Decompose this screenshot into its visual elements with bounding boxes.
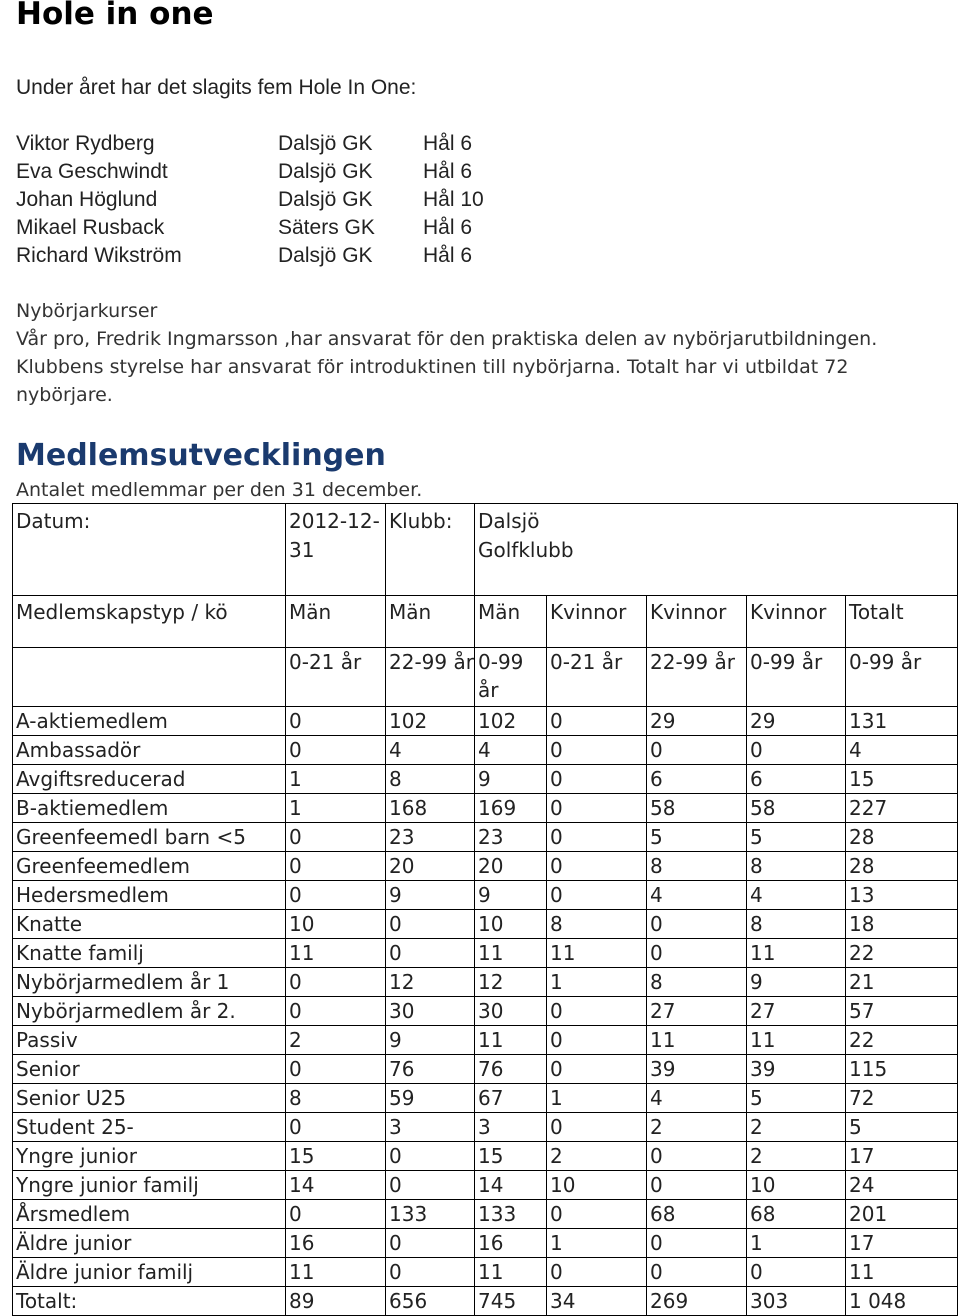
column-header: Totalt bbox=[846, 596, 958, 648]
table-cell: 17 bbox=[846, 1229, 958, 1258]
table-cell: 1 048 bbox=[846, 1287, 958, 1316]
table-cell: 0 bbox=[286, 997, 386, 1026]
table-cell: 169 bbox=[475, 794, 547, 823]
table-cell: 11 bbox=[747, 939, 846, 968]
table-row bbox=[13, 736, 958, 765]
table-cell: Knatte bbox=[13, 910, 286, 939]
table-cell: 0 bbox=[647, 1229, 747, 1258]
table-cell: Nybörjarmedlem år 1 bbox=[13, 968, 286, 997]
table-row bbox=[13, 1084, 958, 1113]
table-cell: 6 bbox=[647, 765, 747, 794]
table-cell: 0 bbox=[547, 794, 647, 823]
table-cell: 22 bbox=[846, 939, 958, 968]
table-row bbox=[13, 794, 958, 823]
column-header: Kvinnor bbox=[747, 596, 846, 648]
table-cell: 12 bbox=[475, 968, 547, 997]
age-group-header: 0-99 år bbox=[846, 648, 958, 707]
table-cell: 22 bbox=[846, 1026, 958, 1055]
table-cell: 29 bbox=[647, 707, 747, 736]
membership-meta-row bbox=[13, 504, 958, 596]
table-cell: 0 bbox=[647, 1142, 747, 1171]
table-cell: 0 bbox=[547, 707, 647, 736]
player-name: Viktor Rydberg bbox=[16, 132, 155, 155]
table-row bbox=[13, 881, 958, 910]
table-cell: Greenfeemedlem bbox=[13, 852, 286, 881]
table-cell: 58 bbox=[647, 794, 747, 823]
table-cell: 656 bbox=[386, 1287, 475, 1316]
table-cell: Totalt: bbox=[13, 1287, 286, 1316]
table-cell: 0 bbox=[547, 1055, 647, 1084]
table-cell: 18 bbox=[846, 910, 958, 939]
membership-header-row bbox=[13, 596, 958, 648]
table-cell: 0 bbox=[386, 1258, 475, 1287]
table-cell: 8 bbox=[747, 852, 846, 881]
table-cell: 5 bbox=[846, 1113, 958, 1142]
table-cell: 0 bbox=[386, 1171, 475, 1200]
table-row bbox=[13, 707, 958, 736]
table-cell: 0 bbox=[647, 1171, 747, 1200]
hole-number: Hål 10 bbox=[423, 188, 484, 211]
table-cell: 2 bbox=[286, 1026, 386, 1055]
table-row bbox=[13, 997, 958, 1026]
table-cell: Årsmedlem bbox=[13, 1200, 286, 1229]
table-cell: 0 bbox=[547, 852, 647, 881]
table-cell: Senior U25 bbox=[13, 1084, 286, 1113]
table-cell: 0 bbox=[386, 1142, 475, 1171]
date-label: Datum: bbox=[13, 504, 286, 596]
table-cell: 14 bbox=[475, 1171, 547, 1200]
table-cell: 1 bbox=[547, 1229, 647, 1258]
table-cell: 227 bbox=[846, 794, 958, 823]
column-header: Medlemskapstyp / kö bbox=[13, 596, 286, 648]
table-cell: 0 bbox=[386, 1229, 475, 1258]
table-cell: 0 bbox=[286, 707, 386, 736]
table-row bbox=[13, 765, 958, 794]
table-cell: Äldre junior familj bbox=[13, 1258, 286, 1287]
player-name: Richard Wikström bbox=[16, 244, 182, 267]
table-cell: 1 bbox=[286, 765, 386, 794]
table-cell: Passiv bbox=[13, 1026, 286, 1055]
table-cell: 303 bbox=[747, 1287, 846, 1316]
age-group-header: 0-21 år bbox=[547, 648, 647, 707]
table-cell: 0 bbox=[286, 1200, 386, 1229]
table-cell: 4 bbox=[386, 736, 475, 765]
table-cell: Yngre junior familj bbox=[13, 1171, 286, 1200]
table-cell: Nybörjarmedlem år 2. bbox=[13, 997, 286, 1026]
table-row bbox=[13, 823, 958, 852]
table-cell: 5 bbox=[747, 823, 846, 852]
table-cell: 168 bbox=[386, 794, 475, 823]
table-cell: Knatte familj bbox=[13, 939, 286, 968]
age-group-header: 0-99 år bbox=[475, 648, 547, 707]
table-row bbox=[13, 1287, 958, 1316]
table-cell: 58 bbox=[747, 794, 846, 823]
table-cell: 39 bbox=[747, 1055, 846, 1084]
table-cell: 133 bbox=[475, 1200, 547, 1229]
club-label: Klubb: bbox=[386, 504, 475, 596]
table-cell: 8 bbox=[647, 852, 747, 881]
table-cell: 11 bbox=[286, 1258, 386, 1287]
table-row bbox=[13, 1026, 958, 1055]
table-cell: 11 bbox=[475, 1258, 547, 1287]
table-cell: A-aktiemedlem bbox=[13, 707, 286, 736]
table-cell: 0 bbox=[286, 881, 386, 910]
club-name: Dalsjö GK bbox=[278, 188, 373, 211]
page-title: Hole in one bbox=[16, 0, 214, 32]
table-cell: 1 bbox=[547, 968, 647, 997]
table-cell: 1 bbox=[547, 1084, 647, 1113]
table-cell: 0 bbox=[547, 1200, 647, 1229]
age-group-header bbox=[13, 648, 286, 707]
beginners-text: Vår pro, Fredrik Ingmarsson ,har ansvarat för den praktiska delen av nybörjarutbildningen. Klubbens styrelse har ansvarat för introduktinen till nybörjarna. Totalt har vi utbildat 72 nybörjare. bbox=[16, 328, 878, 406]
table-cell: 27 bbox=[647, 997, 747, 1026]
hole-number: Hål 6 bbox=[423, 160, 473, 183]
table-cell: 12 bbox=[386, 968, 475, 997]
table-cell: 21 bbox=[846, 968, 958, 997]
table-cell: 20 bbox=[386, 852, 475, 881]
table-cell: 11 bbox=[647, 1026, 747, 1055]
table-cell: 131 bbox=[846, 707, 958, 736]
table-cell: 102 bbox=[386, 707, 475, 736]
table-cell: 8 bbox=[647, 968, 747, 997]
table-cell: 0 bbox=[547, 736, 647, 765]
table-cell: 16 bbox=[286, 1229, 386, 1258]
table-cell: 28 bbox=[846, 823, 958, 852]
hole-number: Hål 6 bbox=[423, 244, 473, 267]
table-row bbox=[13, 968, 958, 997]
table-cell: 4 bbox=[647, 881, 747, 910]
table-cell: 29 bbox=[747, 707, 846, 736]
table-cell: 8 bbox=[286, 1084, 386, 1113]
column-header: Kvinnor bbox=[547, 596, 647, 648]
table-row bbox=[13, 1171, 958, 1200]
table-cell: 2 bbox=[547, 1142, 647, 1171]
club-value-text: Dalsjö Golfklubb bbox=[478, 509, 574, 562]
table-cell: 0 bbox=[547, 881, 647, 910]
table-cell: 10 bbox=[475, 910, 547, 939]
table-cell: 11 bbox=[846, 1258, 958, 1287]
table-row bbox=[13, 1142, 958, 1171]
player-name: Mikael Rusback bbox=[16, 216, 165, 239]
table-cell: 0 bbox=[647, 939, 747, 968]
age-group-header: 22-99 år bbox=[386, 648, 475, 707]
table-cell: 0 bbox=[547, 1113, 647, 1142]
table-cell: 23 bbox=[475, 823, 547, 852]
table-cell: 14 bbox=[286, 1171, 386, 1200]
table-cell: 0 bbox=[286, 1113, 386, 1142]
table-cell: 133 bbox=[386, 1200, 475, 1229]
table-row bbox=[13, 1229, 958, 1258]
table-cell: Avgiftsreducerad bbox=[13, 765, 286, 794]
column-header: Män bbox=[475, 596, 547, 648]
table-row bbox=[13, 939, 958, 968]
table-cell: 20 bbox=[475, 852, 547, 881]
table-cell: 0 bbox=[286, 852, 386, 881]
column-header: Män bbox=[386, 596, 475, 648]
table-cell: Student 25- bbox=[13, 1113, 286, 1142]
table-cell: 4 bbox=[475, 736, 547, 765]
table-cell: Yngre junior bbox=[13, 1142, 286, 1171]
table-cell: 3 bbox=[386, 1113, 475, 1142]
table-cell: 67 bbox=[475, 1084, 547, 1113]
table-cell: 9 bbox=[386, 1026, 475, 1055]
player-name: Eva Geschwindt bbox=[16, 160, 168, 183]
table-row bbox=[13, 852, 958, 881]
table-cell: 9 bbox=[386, 881, 475, 910]
age-group-header: 22-99 år bbox=[647, 648, 747, 707]
table-cell: 2 bbox=[747, 1113, 846, 1142]
table-cell: Äldre junior bbox=[13, 1229, 286, 1258]
column-header: Män bbox=[286, 596, 386, 648]
table-cell: 8 bbox=[547, 910, 647, 939]
hole-number: Hål 6 bbox=[423, 216, 473, 239]
table-cell: B-aktiemedlem bbox=[13, 794, 286, 823]
table-cell: 11 bbox=[547, 939, 647, 968]
column-header: Kvinnor bbox=[647, 596, 747, 648]
table-cell: 72 bbox=[846, 1084, 958, 1113]
membership-heading: Medlemsutvecklingen bbox=[16, 438, 386, 473]
table-cell: 4 bbox=[747, 881, 846, 910]
table-row bbox=[13, 1258, 958, 1287]
table-cell: 3 bbox=[475, 1113, 547, 1142]
membership-table bbox=[12, 503, 958, 1316]
club-value bbox=[475, 504, 958, 596]
table-cell: 0 bbox=[747, 736, 846, 765]
table-cell: 102 bbox=[475, 707, 547, 736]
table-cell: 0 bbox=[286, 823, 386, 852]
table-cell: 9 bbox=[475, 765, 547, 794]
table-cell: 15 bbox=[475, 1142, 547, 1171]
table-cell: 0 bbox=[647, 1258, 747, 1287]
player-name: Johan Höglund bbox=[16, 188, 158, 211]
table-cell: 34 bbox=[547, 1287, 647, 1316]
table-cell: 1 bbox=[286, 794, 386, 823]
table-cell: 0 bbox=[286, 968, 386, 997]
table-row bbox=[13, 910, 958, 939]
table-cell: 9 bbox=[475, 881, 547, 910]
table-cell: 11 bbox=[747, 1026, 846, 1055]
table-cell: 8 bbox=[747, 910, 846, 939]
table-cell: 10 bbox=[747, 1171, 846, 1200]
table-cell: 28 bbox=[846, 852, 958, 881]
table-cell: 0 bbox=[286, 736, 386, 765]
table-cell: 11 bbox=[286, 939, 386, 968]
table-cell: 6 bbox=[747, 765, 846, 794]
beginners-section bbox=[16, 297, 946, 409]
table-cell: 15 bbox=[286, 1142, 386, 1171]
table-cell: 2 bbox=[747, 1142, 846, 1171]
table-cell: 68 bbox=[647, 1200, 747, 1229]
table-cell: 0 bbox=[547, 765, 647, 794]
table-cell: 0 bbox=[547, 1026, 647, 1055]
table-row bbox=[13, 1200, 958, 1229]
table-cell: 10 bbox=[547, 1171, 647, 1200]
club-name: Dalsjö GK bbox=[278, 132, 373, 155]
table-cell: 9 bbox=[747, 968, 846, 997]
table-cell: 13 bbox=[846, 881, 958, 910]
table-cell: 16 bbox=[475, 1229, 547, 1258]
date-value: 2012-12-31 bbox=[286, 504, 386, 596]
table-cell: 10 bbox=[286, 910, 386, 939]
table-cell: 59 bbox=[386, 1084, 475, 1113]
hole-number: Hål 6 bbox=[423, 132, 473, 155]
table-cell: 0 bbox=[647, 736, 747, 765]
table-cell: 5 bbox=[747, 1084, 846, 1113]
table-cell: 115 bbox=[846, 1055, 958, 1084]
table-cell: Senior bbox=[13, 1055, 286, 1084]
table-cell: 2 bbox=[647, 1113, 747, 1142]
club-name: Dalsjö GK bbox=[278, 160, 373, 183]
table-row bbox=[13, 1055, 958, 1084]
table-cell: 0 bbox=[547, 1258, 647, 1287]
table-cell: 30 bbox=[475, 997, 547, 1026]
table-cell: 24 bbox=[846, 1171, 958, 1200]
table-cell: 0 bbox=[386, 910, 475, 939]
table-row bbox=[13, 1113, 958, 1142]
membership-subheading: Antalet medlemmar per den 31 december. bbox=[16, 479, 423, 501]
table-cell: 15 bbox=[846, 765, 958, 794]
club-name: Säters GK bbox=[278, 216, 375, 239]
age-group-header: 0-99 år bbox=[747, 648, 846, 707]
membership-age-row bbox=[13, 648, 958, 707]
table-cell: 745 bbox=[475, 1287, 547, 1316]
table-cell: 89 bbox=[286, 1287, 386, 1316]
table-cell: 0 bbox=[647, 910, 747, 939]
table-cell: 17 bbox=[846, 1142, 958, 1171]
table-cell: 0 bbox=[286, 1055, 386, 1084]
table-cell: 39 bbox=[647, 1055, 747, 1084]
table-cell: 0 bbox=[547, 823, 647, 852]
table-cell: 0 bbox=[547, 997, 647, 1026]
table-cell: 0 bbox=[386, 939, 475, 968]
age-group-header: 0-21 år bbox=[286, 648, 386, 707]
table-cell: 57 bbox=[846, 997, 958, 1026]
club-name: Dalsjö GK bbox=[278, 244, 373, 267]
table-cell: Greenfeemedl barn <5 bbox=[13, 823, 286, 852]
beginners-heading: Nybörjarkurser bbox=[16, 300, 158, 322]
table-cell: 11 bbox=[475, 939, 547, 968]
table-cell: 269 bbox=[647, 1287, 747, 1316]
table-cell: 5 bbox=[647, 823, 747, 852]
table-cell: 27 bbox=[747, 997, 846, 1026]
table-cell: 11 bbox=[475, 1026, 547, 1055]
table-cell: 8 bbox=[386, 765, 475, 794]
table-cell: 76 bbox=[475, 1055, 547, 1084]
hole-in-one-intro: Under året har det slagits fem Hole In One: bbox=[16, 76, 417, 99]
table-cell: 23 bbox=[386, 823, 475, 852]
table-cell: 201 bbox=[846, 1200, 958, 1229]
table-cell: 4 bbox=[846, 736, 958, 765]
table-cell: 76 bbox=[386, 1055, 475, 1084]
table-cell: 30 bbox=[386, 997, 475, 1026]
table-cell: 68 bbox=[747, 1200, 846, 1229]
table-cell: Ambassadör bbox=[13, 736, 286, 765]
table-cell: 0 bbox=[747, 1258, 846, 1287]
table-cell: Hedersmedlem bbox=[13, 881, 286, 910]
table-cell: 1 bbox=[747, 1229, 846, 1258]
table-cell: 4 bbox=[647, 1084, 747, 1113]
